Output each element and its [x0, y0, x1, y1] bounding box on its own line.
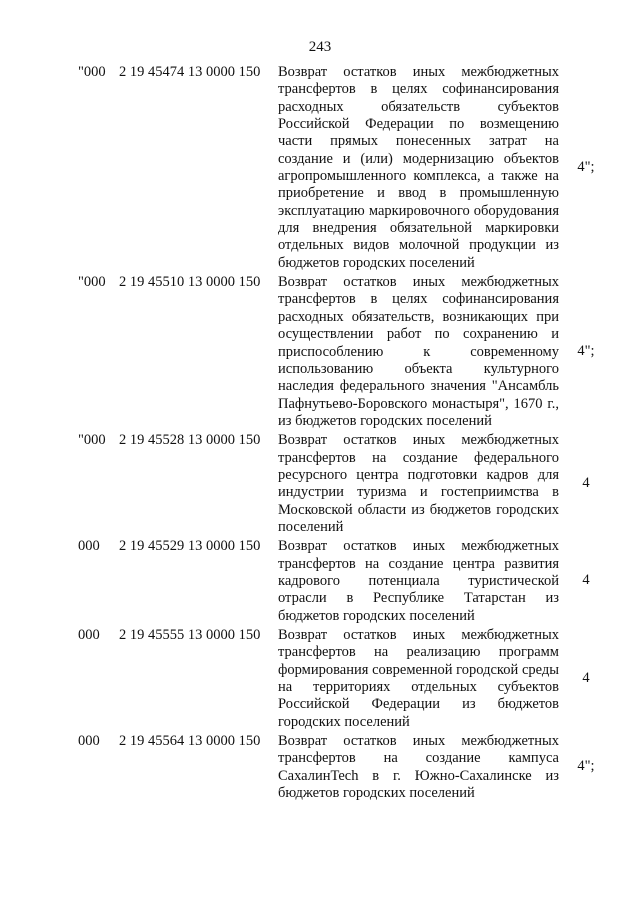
budget-classification-code: 2 19 45474 13 0000 150 [119, 64, 261, 80]
budget-classification-code: 2 19 45528 13 0000 150 [119, 432, 261, 449]
income-description: Возврат остатков иных межбюджетных трансфертов на создание кампуса СахалинTech в г. Южно-Сахалинске из бюджетов городских поселений [278, 733, 559, 802]
budget-classification-code: 2 19 45564 13 0000 150 [119, 733, 261, 750]
income-description: Возврат остатков иных межбюджетных трансфертов на реализацию программ формирования современной городской среды на территориях отдельных субъектов Российской Федерации из бюджетов городских поселений [278, 627, 559, 730]
admin-code: 000 [78, 733, 100, 750]
income-description: Возврат остатков иных межбюджетных трансфертов в целях софинансирования расходных обязательств субъектов Российской Федерации по возмещению части прямых понесенных затрат на создание и (или) модернизацию объектов агропромышленного комплекса, а также на приобретение и ввод в промышленную эксплуатацию маркировочного оборудования для внедрения обязательной маркировки отдельных видов молочной продукции из бюджетов городских поселений [278, 64, 559, 271]
page-number: 243 [308, 39, 332, 55]
budget-classification-code: 2 19 45510 13 0000 150 [119, 274, 261, 291]
income-description: Возврат остатков иных межбюджетных трансфертов на создание федерального ресурсного центра подготовки кадров для индустрии туризма и гостеприимства в Московской области из бюджетов городских поселений [278, 432, 559, 535]
norm-value: 4"; [577, 158, 595, 175]
table-row [0, 625, 640, 731]
admin-code: "000 [78, 64, 106, 80]
norm-value: 4 [582, 474, 590, 491]
norm-value: 4 [582, 572, 590, 589]
admin-code: 000 [78, 538, 100, 555]
table-row [0, 536, 640, 625]
admin-code: "000 [78, 274, 106, 291]
budget-code-table [0, 62, 640, 802]
norm-value: 4 [582, 669, 590, 686]
income-description: Возврат остатков иных межбюджетных трансфертов на создание центра развития кадрового потенциала туристической отрасли в Республике Татарстан из бюджетов городских поселений [278, 538, 559, 624]
table-row [0, 430, 640, 536]
table-row [0, 62, 640, 272]
budget-classification-code: 2 19 45529 13 0000 150 [119, 538, 261, 555]
income-description: Возврат остатков иных межбюджетных трансфертов в целях софинансирования расходных обязательств, возникающих при осуществлении работ по сохранению и приспособлению к современному использованию объекта культурного наследия федерального значения "Ансамбль Пафнутьево-Боровского монастыря", 1670 г., из бюджетов городских поселений [278, 274, 559, 429]
table-row [0, 272, 640, 430]
admin-code: "000 [78, 432, 106, 449]
admin-code: 000 [78, 627, 100, 643]
norm-value: 4"; [577, 342, 595, 359]
norm-value: 4"; [577, 758, 595, 775]
table-row [0, 731, 640, 802]
budget-classification-code: 2 19 45555 13 0000 150 [119, 627, 261, 643]
